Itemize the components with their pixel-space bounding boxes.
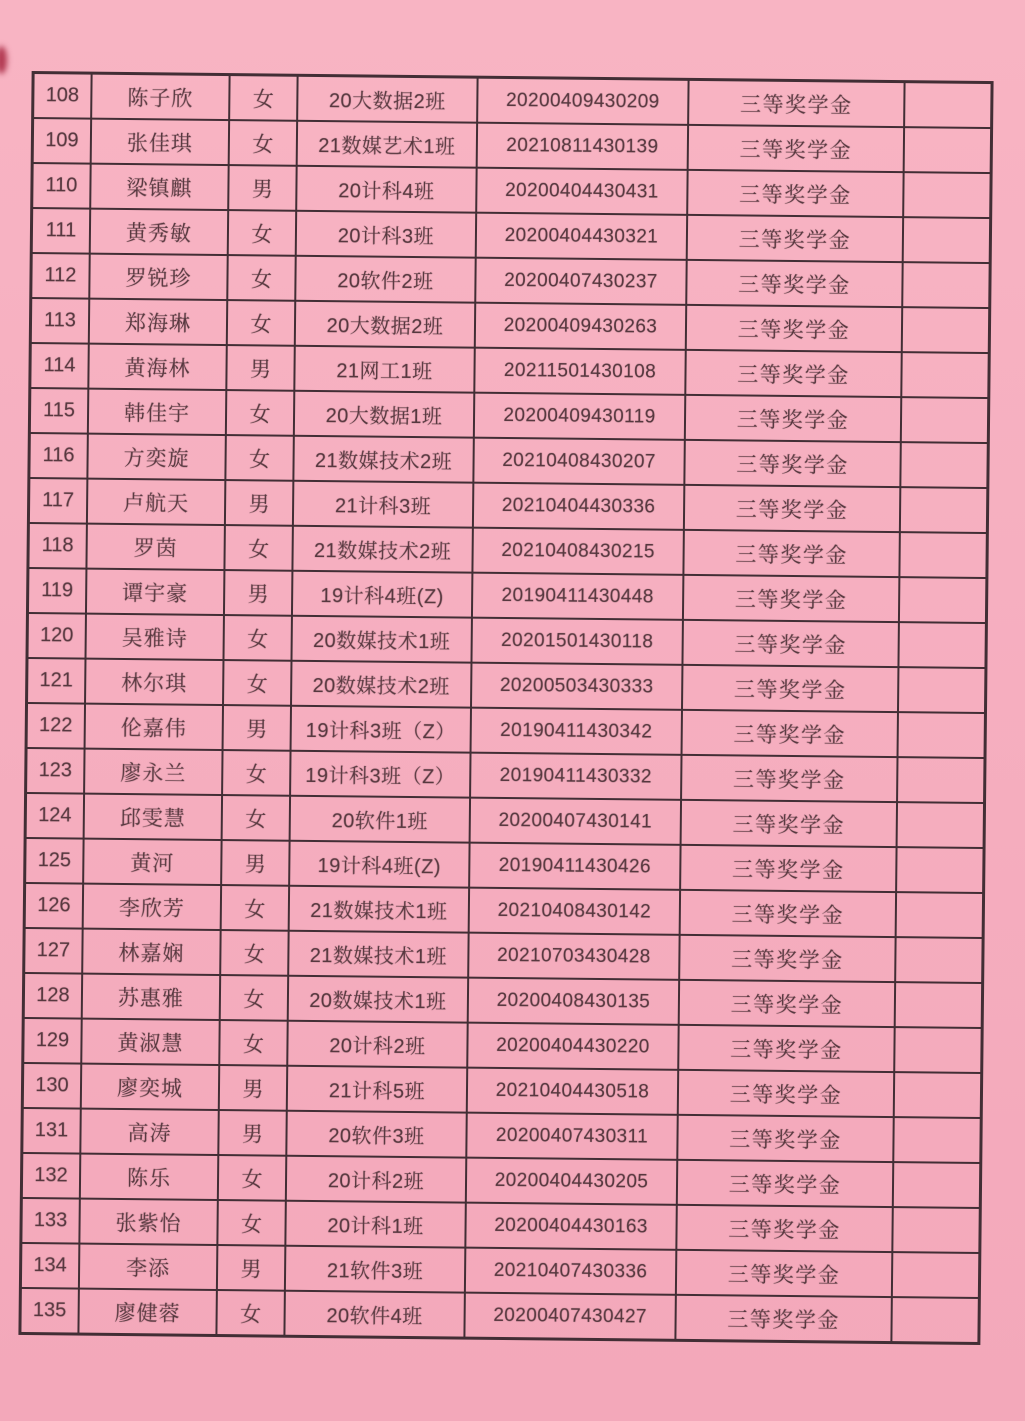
award-cell: 三等奖学金 [677, 1206, 893, 1251]
gender-cell: 女 [226, 436, 294, 480]
award-cell: 三等奖学金 [681, 891, 897, 936]
student-id-cell: 20200409430209 [478, 79, 689, 124]
class-cell: 20大数据2班 [298, 77, 478, 122]
row-number-cell: 117 [30, 479, 88, 523]
class-cell: 21网工1班 [295, 347, 475, 392]
class-cell: 20大数据1班 [295, 392, 475, 437]
award-cell: 三等奖学金 [686, 351, 902, 396]
scan-smudge-artifact [0, 46, 7, 74]
remark-cell [894, 1118, 979, 1162]
award-cell: 三等奖学金 [679, 1071, 895, 1116]
student-name-cell: 吴雅诗 [87, 615, 225, 659]
award-cell: 三等奖学金 [686, 396, 902, 441]
award-cell: 三等奖学金 [684, 531, 900, 576]
award-cell: 三等奖学金 [678, 1116, 894, 1161]
student-name-cell: 张紫怡 [80, 1200, 218, 1244]
row-number-cell: 131 [23, 1109, 81, 1153]
remark-cell [903, 308, 988, 352]
gender-cell: 男 [219, 1111, 287, 1155]
remark-cell [905, 83, 990, 127]
student-id-cell: 20190411430332 [471, 754, 682, 799]
student-id-cell: 20200408430135 [469, 979, 680, 1024]
class-cell: 20计科2班 [288, 1022, 468, 1067]
row-number-cell: 118 [29, 524, 87, 568]
row-number-cell: 132 [23, 1154, 81, 1198]
award-cell: 三等奖学金 [678, 1161, 894, 1206]
student-name-cell: 黄河 [84, 840, 222, 884]
student-name-cell: 陈子欣 [92, 75, 230, 119]
remark-cell [900, 578, 985, 622]
gender-cell: 女 [230, 76, 298, 120]
student-name-cell: 郑海琳 [90, 300, 228, 344]
gender-cell: 女 [219, 1156, 287, 1200]
class-cell: 21数媒技术1班 [289, 932, 469, 977]
remark-cell [902, 353, 987, 397]
class-cell: 19计科3班（Z） [291, 752, 471, 797]
row-number-cell: 125 [26, 839, 84, 883]
row-number-cell: 130 [24, 1064, 82, 1108]
award-cell: 三等奖学金 [680, 936, 896, 981]
award-cell: 三等奖学金 [683, 711, 899, 756]
class-cell: 20计科2班 [287, 1157, 467, 1202]
gender-cell: 女 [225, 526, 293, 570]
student-id-cell: 20210404430518 [468, 1069, 679, 1114]
student-name-cell: 卢航天 [88, 480, 226, 524]
class-cell: 21数媒技术2班 [293, 527, 473, 572]
student-name-cell: 伦嘉伟 [86, 705, 224, 749]
gender-cell: 男 [222, 841, 290, 885]
student-name-cell: 方奕旋 [88, 435, 226, 479]
student-name-cell: 陈乐 [81, 1155, 219, 1199]
remark-cell [897, 848, 982, 892]
gender-cell: 女 [218, 1201, 286, 1245]
student-name-cell: 张佳琪 [92, 120, 230, 164]
student-name-cell: 韩佳宇 [89, 390, 227, 434]
award-cell: 三等奖学金 [689, 81, 905, 126]
remark-cell [893, 1253, 978, 1297]
award-cell: 三等奖学金 [682, 756, 898, 801]
remark-cell [895, 1028, 980, 1072]
award-cell: 三等奖学金 [681, 846, 897, 891]
student-name-cell: 李欣芳 [84, 885, 222, 929]
student-id-cell: 20200404430220 [468, 1024, 679, 1069]
remark-cell [896, 938, 981, 982]
remark-cell [904, 173, 989, 217]
student-id-cell: 20200407430237 [476, 259, 687, 304]
award-cell: 三等奖学金 [683, 666, 899, 711]
class-cell: 21数媒艺术1班 [298, 122, 478, 167]
award-cell: 三等奖学金 [689, 126, 905, 171]
row-number-cell: 121 [28, 659, 86, 703]
class-cell: 21计科5班 [288, 1067, 468, 1112]
award-cell: 三等奖学金 [680, 981, 896, 1026]
remark-cell [903, 263, 988, 307]
student-id-cell: 20210404430336 [474, 484, 685, 529]
row-number-cell: 108 [34, 74, 92, 118]
award-cell: 三等奖学金 [679, 1026, 895, 1071]
class-cell: 20数媒技术1班 [289, 977, 469, 1022]
remark-cell [896, 983, 981, 1027]
student-id-cell: 20210407430336 [466, 1249, 677, 1294]
remark-cell [902, 398, 987, 442]
award-cell: 三等奖学金 [687, 306, 903, 351]
award-cell: 三等奖学金 [677, 1251, 893, 1296]
class-cell: 19计科4班(Z) [290, 842, 470, 887]
student-name-cell: 黄淑慧 [82, 1020, 220, 1064]
gender-cell: 男 [225, 571, 293, 615]
student-id-cell: 20200407430141 [471, 799, 682, 844]
remark-cell [905, 128, 990, 172]
award-cell: 三等奖学金 [676, 1296, 892, 1341]
student-id-cell: 20201501430118 [472, 619, 683, 664]
row-number-cell: 129 [24, 1019, 82, 1063]
remark-cell [900, 533, 985, 577]
gender-cell: 女 [223, 796, 291, 840]
row-number-cell: 133 [22, 1199, 80, 1243]
row-number-cell: 114 [31, 344, 89, 388]
student-id-cell: 20210408430142 [470, 889, 681, 934]
class-cell: 21计科3班 [294, 482, 474, 527]
gender-cell: 女 [221, 976, 289, 1020]
student-name-cell: 黄海林 [89, 345, 227, 389]
student-id-cell: 20200407430427 [465, 1294, 676, 1339]
student-id-cell: 20200409430119 [475, 394, 686, 439]
row-number-cell: 135 [21, 1289, 79, 1333]
gender-cell: 女 [220, 1021, 288, 1065]
gender-cell: 女 [224, 661, 292, 705]
student-id-cell: 20200503430333 [472, 664, 683, 709]
gender-cell: 女 [223, 751, 291, 795]
remark-cell [901, 488, 986, 532]
student-id-cell: 20200404430163 [466, 1204, 677, 1249]
row-number-cell: 134 [22, 1244, 80, 1288]
class-cell: 20大数据2班 [296, 302, 476, 347]
class-cell: 20计科4班 [297, 167, 477, 212]
student-id-cell: 20211501430108 [475, 349, 686, 394]
row-number-cell: 116 [30, 434, 88, 478]
award-cell: 三等奖学金 [688, 171, 904, 216]
student-name-cell: 谭宇豪 [87, 570, 225, 614]
student-id-cell: 20200404430321 [477, 214, 688, 259]
award-cell: 三等奖学金 [685, 486, 901, 531]
gender-cell: 女 [230, 121, 298, 165]
student-id-cell: 20200404430205 [467, 1159, 678, 1204]
gender-cell: 男 [226, 481, 294, 525]
row-number-cell: 120 [29, 614, 87, 658]
row-number-cell: 115 [31, 389, 89, 433]
row-number-cell: 112 [32, 254, 90, 298]
class-cell: 19计科3班（Z） [292, 707, 472, 752]
gender-cell: 女 [227, 391, 295, 435]
row-number-cell: 124 [27, 794, 85, 838]
table-row [21, 1289, 977, 1342]
class-cell: 20软件4班 [285, 1292, 465, 1337]
gender-cell: 男 [224, 706, 292, 750]
class-cell: 19计科4班(Z) [293, 572, 473, 617]
student-id-cell: 20190411430426 [470, 844, 681, 889]
gender-cell: 女 [217, 1291, 285, 1335]
student-id-cell: 20200404430431 [477, 169, 688, 214]
gender-cell: 男 [229, 166, 297, 210]
class-cell: 21数媒技术2班 [294, 437, 474, 482]
gender-cell: 男 [227, 346, 295, 390]
student-id-cell: 20210408430215 [473, 529, 684, 574]
row-number-cell: 122 [28, 704, 86, 748]
student-name-cell: 梁镇麒 [91, 165, 229, 209]
gender-cell: 女 [224, 616, 292, 660]
gender-cell: 女 [222, 886, 290, 930]
class-cell: 20软件1班 [291, 797, 471, 842]
remark-cell [892, 1298, 977, 1342]
class-cell: 20数媒技术2班 [292, 662, 472, 707]
remark-cell [904, 218, 989, 262]
award-cell: 三等奖学金 [683, 621, 899, 666]
remark-cell [898, 758, 983, 802]
row-number-cell: 123 [27, 749, 85, 793]
gender-cell: 男 [220, 1066, 288, 1110]
class-cell: 21软件3班 [286, 1247, 466, 1292]
gender-cell: 男 [218, 1246, 286, 1290]
award-cell: 三等奖学金 [684, 576, 900, 621]
student-name-cell: 黄秀敏 [91, 210, 229, 254]
gender-cell: 女 [228, 301, 296, 345]
row-number-cell: 110 [33, 164, 91, 208]
class-cell: 20计科3班 [297, 212, 477, 257]
award-cell: 三等奖学金 [682, 801, 898, 846]
award-cell: 三等奖学金 [688, 216, 904, 261]
student-name-cell: 高涛 [81, 1110, 219, 1154]
remark-cell [901, 443, 986, 487]
remark-cell [898, 803, 983, 847]
class-cell: 20数媒技术1班 [292, 617, 472, 662]
student-id-cell: 20200409430263 [476, 304, 687, 349]
student-name-cell: 林尔琪 [86, 660, 224, 704]
student-id-cell: 20210703430428 [469, 934, 680, 979]
student-id-cell: 20210811430139 [478, 124, 689, 169]
row-number-cell: 127 [25, 929, 83, 973]
remark-cell [899, 623, 984, 667]
student-id-cell: 20190411430448 [473, 574, 684, 619]
student-name-cell: 廖奕城 [82, 1065, 220, 1109]
student-name-cell: 苏惠雅 [83, 975, 221, 1019]
remark-cell [893, 1208, 978, 1252]
student-name-cell: 廖永兰 [85, 750, 223, 794]
remark-cell [897, 893, 982, 937]
remark-cell [895, 1073, 980, 1117]
remark-cell [899, 713, 984, 757]
student-name-cell: 邱雯慧 [85, 795, 223, 839]
gender-cell: 女 [228, 256, 296, 300]
row-number-cell: 109 [34, 119, 92, 163]
row-number-cell: 111 [33, 209, 91, 253]
row-number-cell: 119 [29, 569, 87, 613]
row-number-cell: 113 [32, 299, 90, 343]
scholarship-table [18, 71, 993, 1345]
student-id-cell: 20210408430207 [474, 439, 685, 484]
student-name-cell: 罗茵 [87, 525, 225, 569]
student-name-cell: 李添 [80, 1245, 218, 1289]
student-id-cell: 20200407430311 [467, 1114, 678, 1159]
gender-cell: 女 [229, 211, 297, 255]
student-id-cell: 20190411430342 [472, 709, 683, 754]
gender-cell: 女 [221, 931, 289, 975]
remark-cell [894, 1163, 979, 1207]
award-cell: 三等奖学金 [685, 441, 901, 486]
class-cell: 20软件2班 [296, 257, 476, 302]
class-cell: 21数媒技术1班 [290, 887, 470, 932]
class-cell: 20计科1班 [286, 1202, 466, 1247]
class-cell: 20软件3班 [287, 1112, 467, 1157]
award-cell: 三等奖学金 [687, 261, 903, 306]
row-number-cell: 128 [25, 974, 83, 1018]
student-name-cell: 罗锐珍 [90, 255, 228, 299]
remark-cell [899, 668, 984, 712]
student-name-cell: 廖健蓉 [79, 1290, 217, 1334]
student-name-cell: 林嘉娴 [83, 930, 221, 974]
row-number-cell: 126 [26, 884, 84, 928]
